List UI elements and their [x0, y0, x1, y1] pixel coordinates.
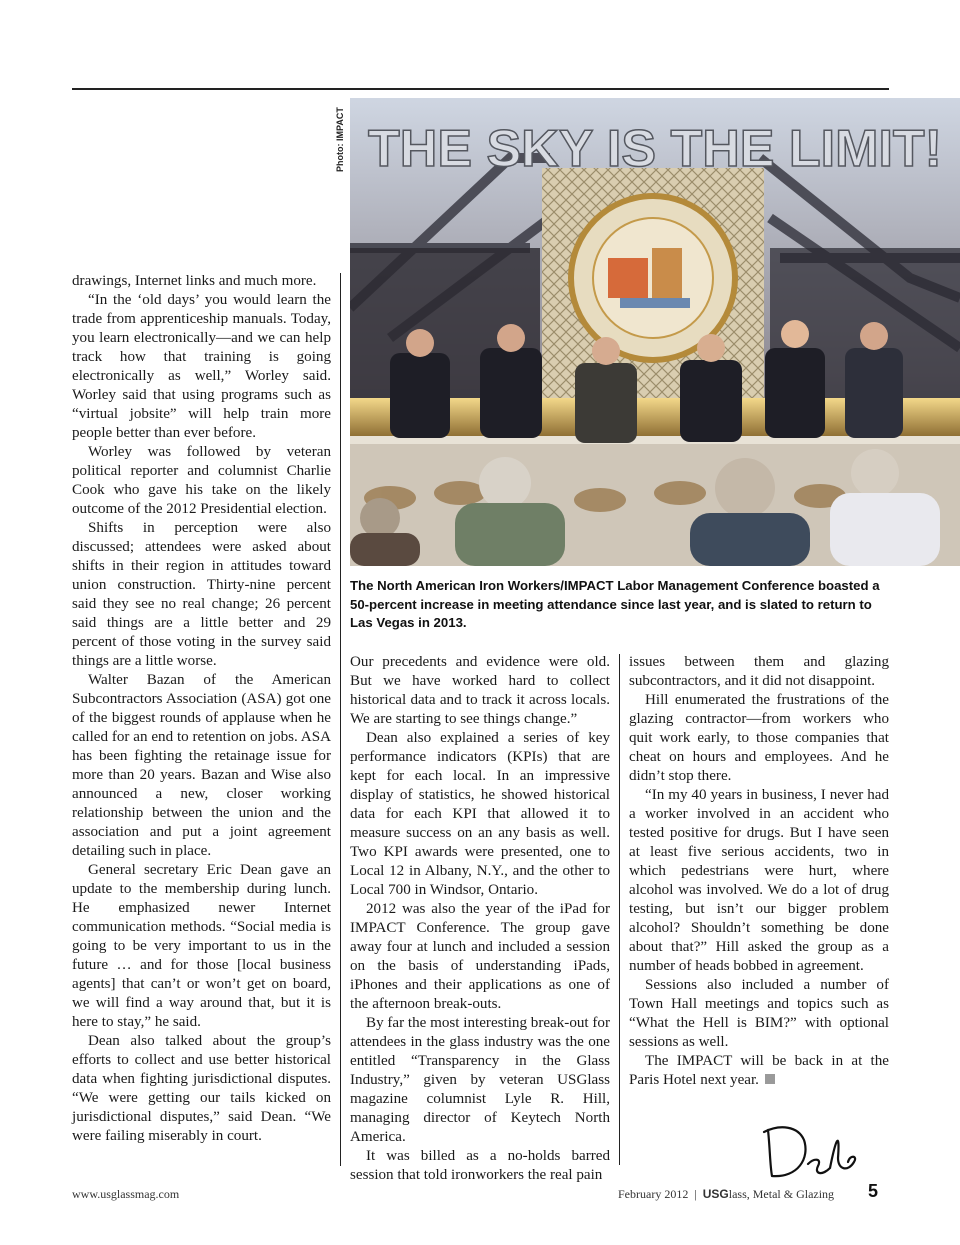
- footer-issue: [618, 1187, 834, 1202]
- paragraph: Dean also talked about the group’s efforts to collect and use better historical data when fighting jurisdictional disputes. “We were getting our tails kicked on jurisdictional disputes,” said Dean. “We were failing miserably in court.: [72, 1033, 331, 1144]
- banner-headline: THE SKY IS THE LIMIT!: [368, 120, 942, 178]
- author-signature: [758, 1118, 878, 1188]
- paragraph: 2012 was also the year of the iPad for IMPACT Conference. The group gave away four at lunch and included a session on the basis of understanding iPads, iPhones and their applications as one of the afternoon break-outs.: [350, 901, 610, 1012]
- paragraph: Worley was followed by veteran political reporter and columnist Charlie Cook who gave his take on the likely outcome of the 2012 Presidential election.: [72, 444, 331, 517]
- paragraph: Walter Bazan of the American Subcontractors Association (ASA) got one of the biggest rounds of applause when he called for an end to retention on jobs. ASA has been fighting the retainage issue for more than 20 years. Bazan and Wise also announced a new, closer working relationship between the union and the association and put a joint agreement detailing such in place.: [72, 672, 331, 859]
- paragraph: “In my 40 years in business, I never had a worker involved in an accident who tested positive for drugs. But I have seen at least five serious accidents, two in which pedestrians were hurt, where alcohol was involved. We do a lot of drug testing, but isn’t our bigger problem alcohol? Shouldn’t something be done about that?” Hill asked the group as a number of heads bobbed in agreement.: [629, 787, 889, 974]
- end-of-article-mark: [765, 1074, 775, 1084]
- paragraph: Shifts in perception were also discussed; attendees were asked about shifts in their region in attitudes toward union construction. Thirty-nine percent said they see no real change; 26 percent said things are a little better and 29 percent of those voting in the survey said things are a little worse.: [72, 520, 331, 669]
- paragraph: Hill enumerated the frustrations of the glazing contractor—from workers who quit work early, to those companies that cheat on hours and employees. And he didn’t stop there.: [629, 692, 889, 784]
- article-column-1: [72, 272, 331, 1146]
- paragraph: Sessions also included a number of Town Hall meetings and topics such as “What the Hell is BIM?” with optional sessions as well.: [629, 977, 889, 1050]
- paragraph: drawings, Internet links and much more.: [72, 273, 317, 289]
- paragraph: Dean also explained a series of key performance indicators (KPIs) that are kept for each local. In an impressive display of statistics, he showed historical data for each KPI that allowed it to measure success on an any basis as well. Two KPI awards were presented, one to Local 12 in Albany, N.Y., and the other to Local 700 in Windsor, Ontario.: [350, 730, 610, 898]
- closing-text: The IMPACT will be back in at the Paris Hotel next year.: [629, 1053, 889, 1088]
- column-divider: [340, 273, 341, 1166]
- footer-separator: |: [694, 1187, 697, 1201]
- paragraph: issues between them and glazing subcontractors, and it did not disappoint.: [629, 654, 889, 689]
- paragraph: By far the most interesting break-out for attendees in the glass industry was the one entitled “Transparency in the Glass Industry,” given by veteran USGlass magazine columnist Lyle R. Hill, managing director of Keytech North America.: [350, 1015, 610, 1145]
- paragraph: Our precedents and evidence were old. But we have worked hard to collect historical data and to track it across locals. We are starting to see things change.”: [350, 654, 610, 727]
- conference-photo: [350, 98, 960, 566]
- photo-credit: Photo: IMPACT: [335, 107, 345, 172]
- closing-paragraph: [629, 1052, 889, 1090]
- magazine-name: lass, Metal & Glazing: [728, 1187, 835, 1201]
- article-column-3: [629, 653, 889, 1090]
- top-rule: [72, 88, 889, 90]
- paragraph: General secretary Eric Dean gave an update to the membership during lunch. He emphasized newer Internet communication methods. “Social media is going to be very important to us in the future … and for those [local business agents] that can’t or won’t get on board, we will find a way around that, but it is here to stay,” he said.: [72, 862, 331, 1030]
- article-column-2: [350, 653, 610, 1185]
- magazine-brand: USG: [702, 1187, 729, 1201]
- paragraph: It was billed as a no-holds barred session that told ironworkers the real pain: [350, 1148, 610, 1183]
- page-number: 5: [868, 1181, 879, 1201]
- column-divider: [619, 654, 620, 1165]
- footer-url: www.usglassmag.com: [72, 1187, 180, 1201]
- issue-date: February 2012: [618, 1187, 689, 1201]
- paragraph: “In the ‘old days’ you would learn the trade from apprenticeship manuals. Today, you learn electronically—and we can help track how that training is going electronically as well,” Worley said. Worley said that using programs such as “virtual jobsite” will help train more people better than ever before.: [72, 292, 331, 441]
- photo-caption: The North American Iron Workers/IMPACT Labor Management Conference boasted a 50-percent increase in meeting attendance since last year, and is slated to return to Las Vegas in 2013.: [350, 578, 880, 630]
